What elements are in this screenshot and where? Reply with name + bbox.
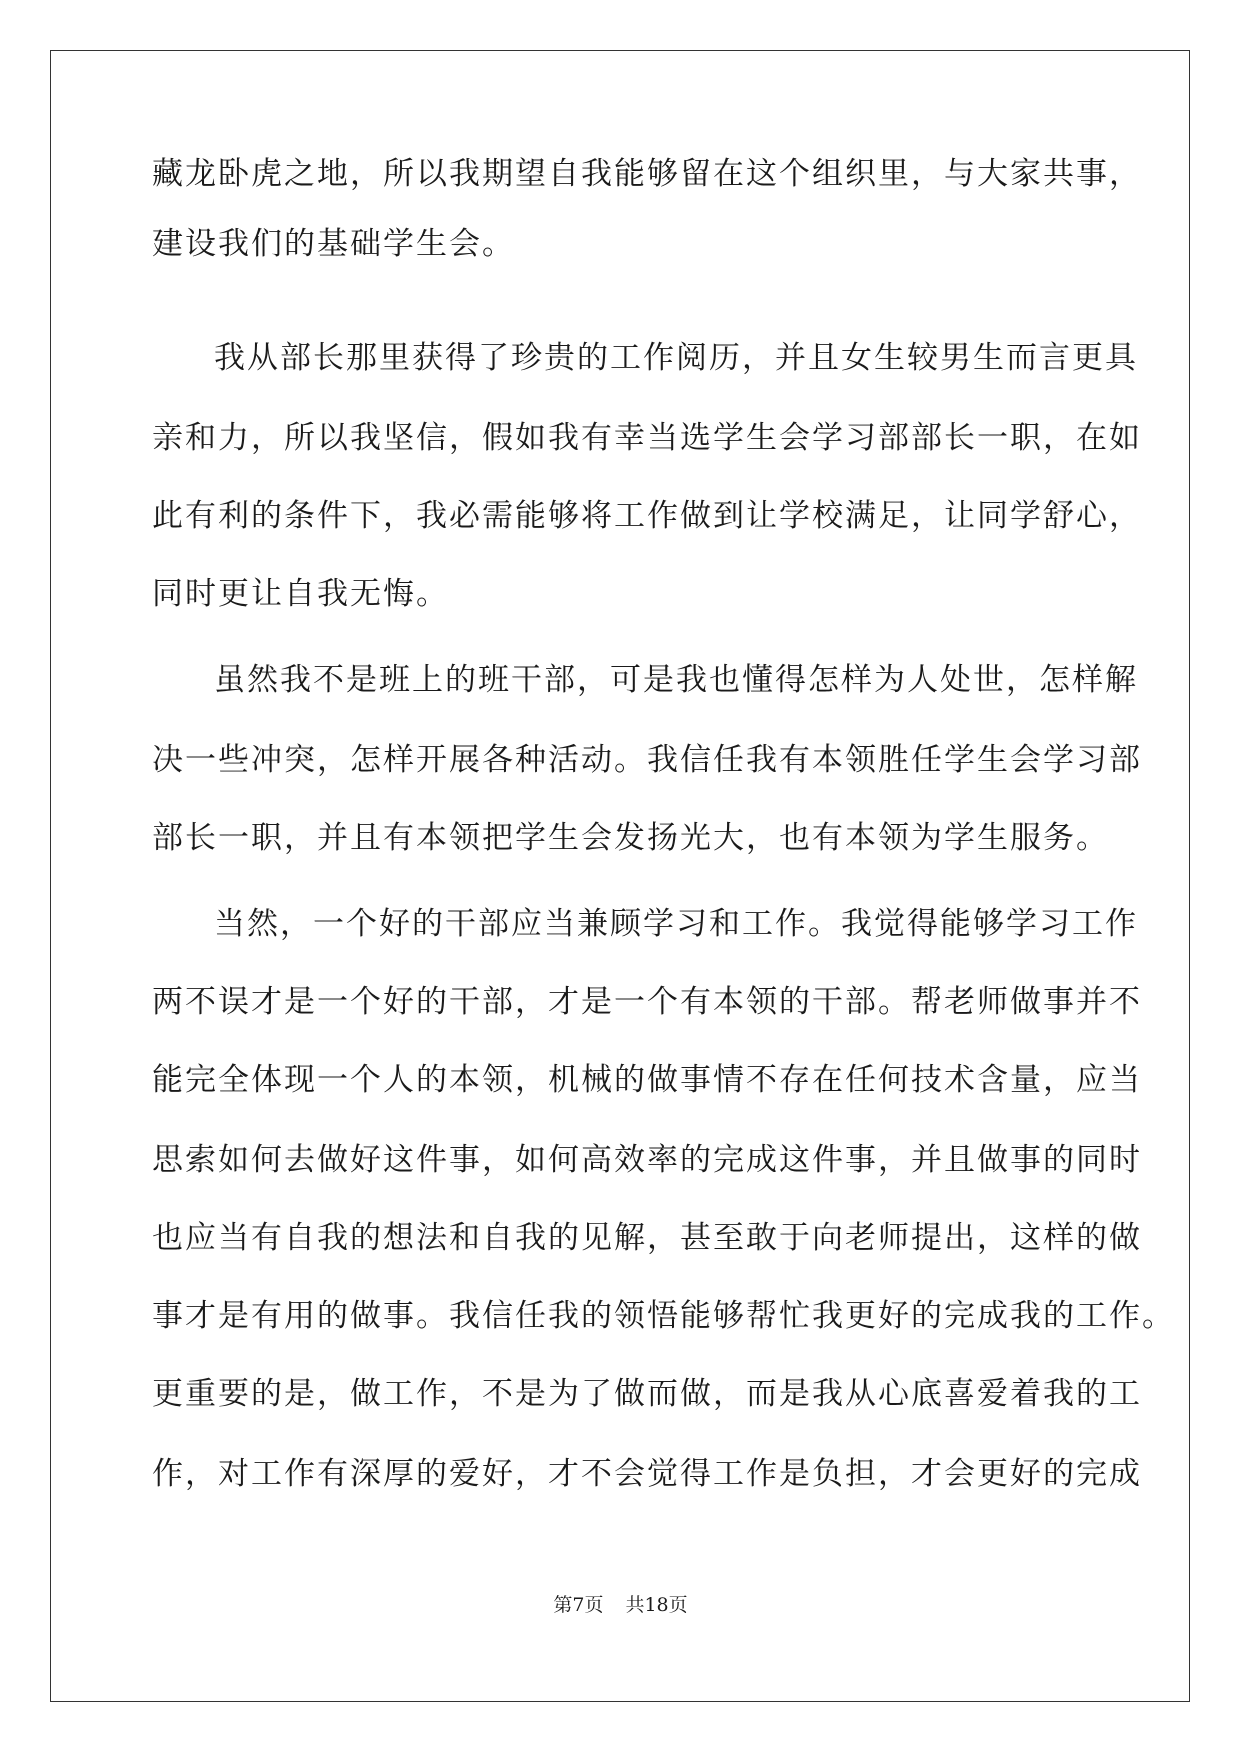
paragraph-2-line-2: 亲和力，所以我坚信，假如我有幸当选学生会学习部部长一职，在如 [152, 420, 1142, 456]
page-footer [0, 1593, 1241, 1617]
paragraph-3-line-3: 部长一职，并且有本领把学生会发扬光大，也有本领为学生服务。 [152, 820, 1109, 856]
page-total: 共18页 [625, 1594, 688, 1616]
paragraph-3-line-2: 决一些冲突，怎样开展各种活动。我信任我有本领胜任学生会学习部 [152, 742, 1142, 778]
paragraph-4-line-5: 也应当有自我的想法和自我的见解，甚至敢于向老师提出，这样的做 [152, 1220, 1142, 1256]
paragraph-4-line-4: 思索如何去做好这件事，如何高效率的完成这件事，并且做事的同时 [152, 1142, 1142, 1178]
paragraph-2-line-4: 同时更让自我无悔。 [152, 576, 449, 612]
text-line-2: 建设我们的基础学生会。 [152, 226, 515, 262]
text-line-1: 藏龙卧虎之地，所以我期望自我能够留在这个组织里，与大家共事， [152, 156, 1142, 192]
paragraph-2-line-3: 此有利的条件下，我必需能够将工作做到让学校满足，让同学舒心， [152, 498, 1142, 534]
paragraph-4-line-1: 当然，一个好的干部应当兼顾学习和工作。我觉得能够学习工作 [214, 906, 1138, 942]
paragraph-2-line-1: 我从部长那里获得了珍贵的工作阅历，并且女生较男生而言更具 [214, 340, 1138, 376]
paragraph-4-line-8: 作，对工作有深厚的爱好，才不会觉得工作是负担，才会更好的完成 [152, 1456, 1142, 1492]
paragraph-4-line-3: 能完全体现一个人的本领，机械的做事情不存在任何技术含量，应当 [152, 1062, 1142, 1098]
paragraph-3-line-1: 虽然我不是班上的班干部，可是我也懂得怎样为人处世，怎样解 [214, 662, 1138, 698]
paragraph-4-line-6: 事才是有用的做事。我信任我的领悟能够帮忙我更好的完成我的工作。 [152, 1298, 1175, 1334]
paragraph-4-line-2: 两不误才是一个好的干部，才是一个有本领的干部。帮老师做事并不 [152, 984, 1142, 1020]
page-number: 第7页 [553, 1594, 604, 1616]
paragraph-4-line-7: 更重要的是，做工作，不是为了做而做，而是我从心底喜爱着我的工 [152, 1376, 1142, 1412]
